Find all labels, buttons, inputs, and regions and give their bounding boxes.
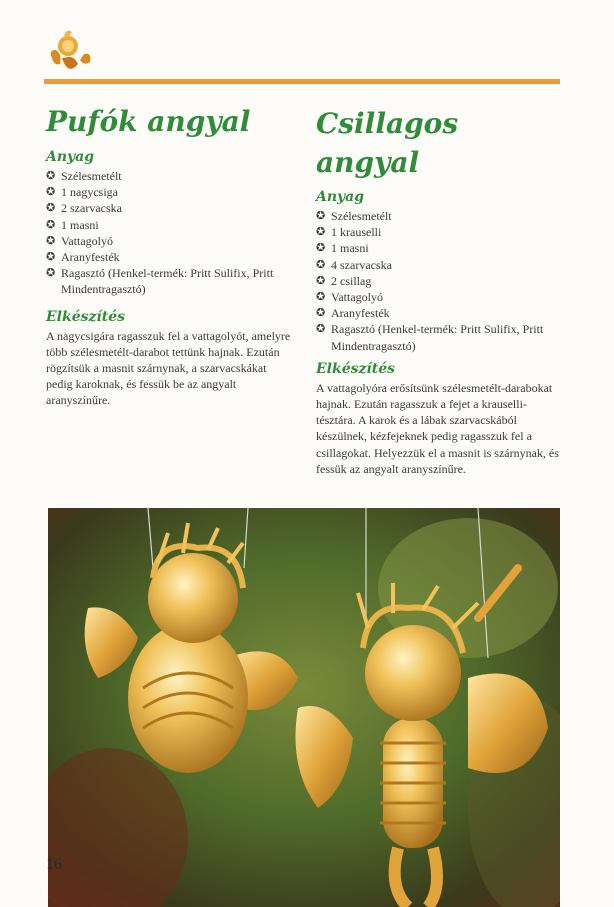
method-heading: Elkészítés [316,360,396,377]
list-item: ✪ Aranyfesték [316,305,566,321]
accent-rule [44,79,560,84]
recipe-title: Pufók angyal [46,105,251,138]
recipe-title-line2: angyal [316,146,420,179]
list-item: ✪ 1 masni [46,217,296,233]
list-item: ✪ Ragasztó (Henkel-termék: Pritt Sulifix, Pritt Mindentragasztó) [316,321,566,353]
angel-ornament-icon [44,24,96,80]
list-item: ✪ Szélesmetélt [46,168,296,184]
page-number: 16 [46,856,62,873]
materials-list [316,208,566,354]
recipe-csillagos-angyal [316,104,566,477]
list-item: ✪ 1 nagycsiga [46,184,296,200]
list-item: ✪ Szélesmetélt [316,208,566,224]
list-item: ✪ 4 szarvacska [316,257,566,273]
materials-list [46,168,296,298]
list-item: ✪ Vattagolyó [316,289,566,305]
recipe-pufok-angyal [46,104,296,409]
recipe-title [316,104,566,182]
list-item: ✪ 2 csillag [316,273,566,289]
list-item: ✪ 1 krauselli [316,224,566,240]
materials-heading: Anyag [316,189,365,205]
list-item: ✪ Aranyfesték [46,249,296,265]
angels-photo [48,508,560,907]
method-text: A nagycsigára ragasszuk fel a vattagolyót, amelyre több szélesmetélt-darabot tettünk hajnak. Ezután rögzítsük a masnit szárnynak, a szarvacskákat pedig karoknak, és fessük be az angyalt aranyszínűre. [46,328,291,408]
materials-heading: Anyag [46,149,95,165]
list-item: ✪ Vattagolyó [46,233,296,249]
list-item: ✪ 1 masni [316,240,566,256]
list-item: ✪ 2 szarvacska [46,200,296,216]
method-text: A vattagolyóra erősítsünk szélesmetélt-darabokat hajnak. Ezután ragasszuk a fejet a krauselli-tésztára. A karok és a lábak szarvacskából készülnek, kézfejeknek pedig ragasszuk fel a csillagokat. Helyezzük el a masnit is szárnynak, és fessük az angyalt aranyszínűre. [316,380,559,476]
recipe-title-line1: Csillagos [316,107,459,140]
list-item: ✪ Ragasztó (Henkel-termék: Pritt Sulifix, Pritt Mindentragasztó) [46,265,296,297]
method-heading: Elkészítés [46,308,126,325]
